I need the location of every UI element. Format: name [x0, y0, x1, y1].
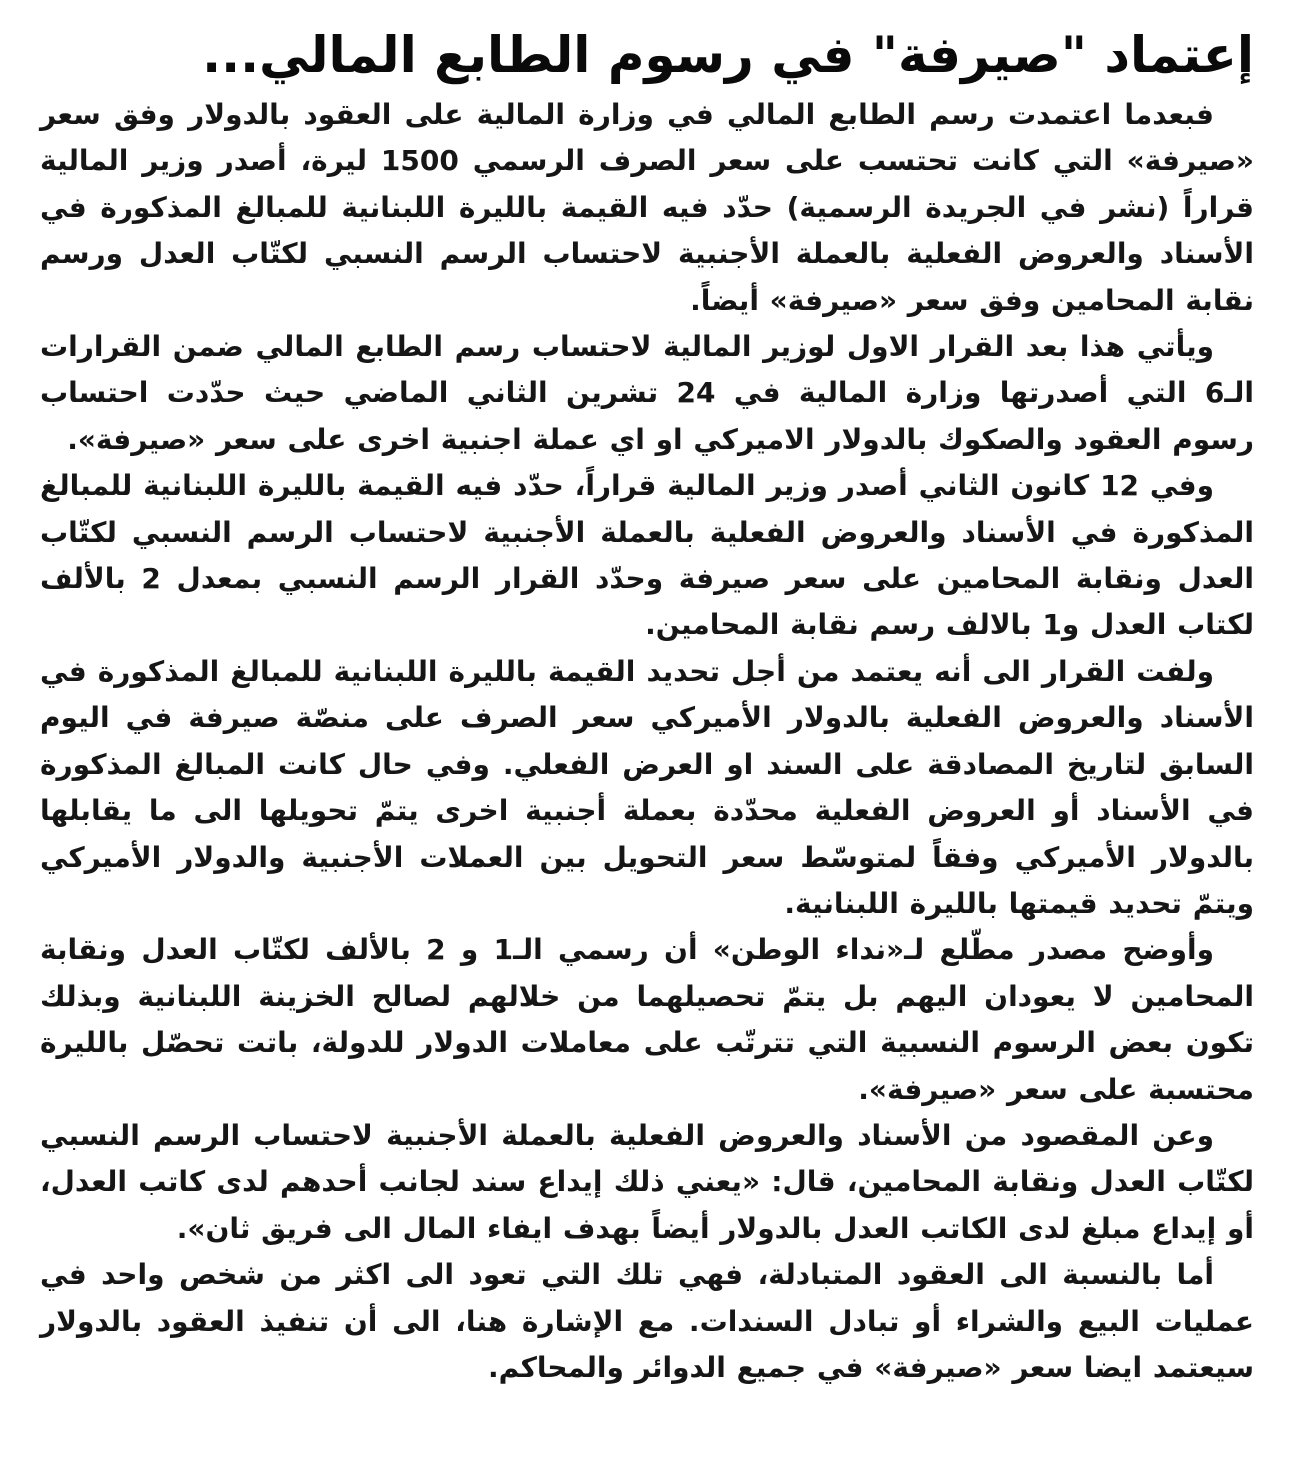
- article-paragraph-7: أما بالنسبة الى العقود المتبادلة، فهي تلك التي تعود الى اكثر من شخص واحد في عمليات البيع والشراء أو تبادل السندات. مع الإشارة هنا، الى أن تنفيذ العقود بالدولار سيعتمد ايضا سعر «صيرفة» في جميع الدوائر والمحاكم.: [40, 1258, 1254, 1384]
- article-paragraph-1: فبعدما اعتمدت رسم الطابع المالي في وزارة المالية على العقود بالدولار وفق سعر «صيرفة» التي كانت تحتسب على سعر الصرف الرسمي 1500 ليرة، أصدر وزير المالية قراراً (نشر في الجريدة الرسمية) حدّد فيه القيمة بالليرة اللبنانية للمبالغ المذكورة في الأسناد والعروض الفعلية بالعملة الأجنبية لاحتساب الرسم النسبي لكتّاب العدل ورسم نقابة المحامين وفق سعر «صيرفة» أيضاً.: [40, 98, 1255, 317]
- article-paragraph-5: وأوضح مصدر مطّلع لـ«نداء الوطن» أن رسمي الـ1 و 2 بالألف لكتّاب العدل ونقابة المحامين لا يعودان اليهم بل يتمّ تحصيلهما من خلالهم لصالح الخزينة اللبنانية وبذلك تكون بعض الرسوم النسبية التي تترتّب على معاملات الدولار للدولة، باتت تحصّل بالليرة محتسبة على سعر «صيرفة».: [40, 933, 1254, 1106]
- article-paragraph-2: ويأتي هذا بعد القرار الاول لوزير المالية لاحتساب رسم الطابع المالي ضمن القرارات الـ6 التي أصدرتها وزارة المالية في 24 تشرين الثاني الماضي حيث حدّدت احتساب رسوم العقود والصكوك بالدولار الاميركي او اي عملة اجنبية اخرى على سعر «صيرفة».: [40, 330, 1254, 456]
- article-paragraph-6: وعن المقصود من الأسناد والعروض الفعلية بالعملة الأجنبية لاحتساب الرسم النسبي لكتّاب العدل ونقابة المحامين، قال: «يعني ذلك إيداع سند لجانب أحدهم لدى كاتب العدل، أو إيداع مبلغ لدى الكاتب العدل بالدولار أيضاً بهدف ايفاء المال الى فريق ثان».: [40, 1118, 1254, 1245]
- article-paragraph-3: وفي 12 كانون الثاني أصدر وزير المالية قراراً، حدّد فيه القيمة بالليرة اللبنانية للمبالغ المذكورة في الأسناد والعروض الفعلية بالعملة الأجنبية لاحتساب الرسم النسبي لكتّاب العدل ونقابة المحامين على سعر صيرفة وحدّد القرار الرسم النسبي بمعدل 2 بالألف لكتاب العدل و1 بالالف رسم نقابة المحامين.: [40, 469, 1254, 642]
- article-paragraph-4: ولفت القرار الى أنه يعتمد من أجل تحديد القيمة بالليرة اللبنانية للمبالغ المذكورة في الأسناد والعروض الفعلية بالدولار الأميركي سعر الصرف على منصّة صيرفة في اليوم السابق لتاريخ المصادقة على السند او العرض الفعلي. وفي حال كانت المبالغ المذكورة في الأسناد أو العروض الفعلية محدّدة بعملة أجنبية اخرى يتمّ تحويلها الى ما يقابلها بالدولار الأميركي وفقاً لمتوسّط سعر التحويل بين العملات الأجنبية والدولار الأميركي ويتمّ تحديد قيمتها بالليرة اللبنانية.: [40, 654, 1254, 920]
- article-headline: إعتماد "صيرفة" في رسوم الطابع المالي...: [202, 26, 1254, 84]
